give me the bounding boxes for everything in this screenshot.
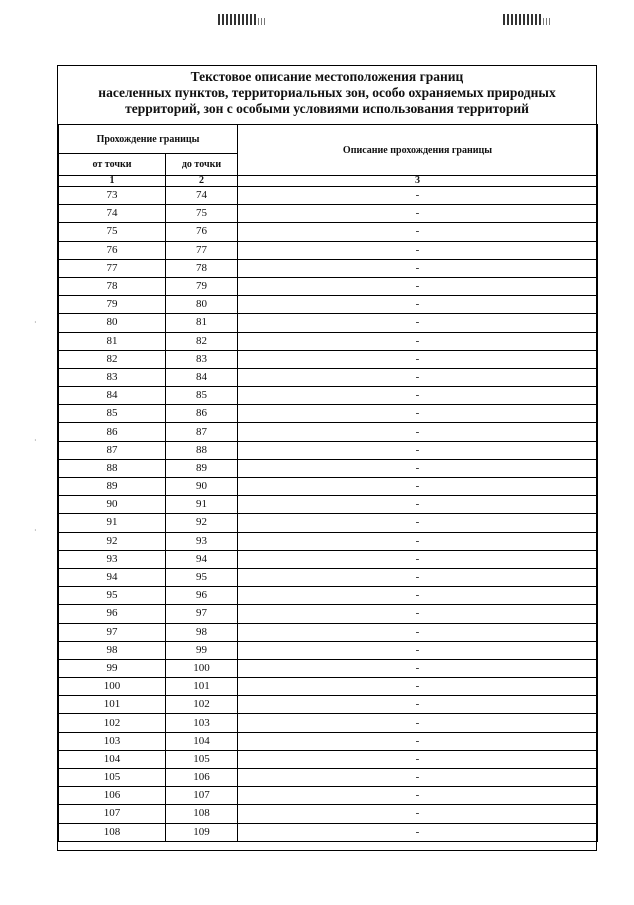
cell-from: 104 — [59, 750, 166, 768]
cell-description: - — [238, 387, 598, 405]
document-frame — [57, 65, 597, 851]
cell-description: - — [238, 332, 598, 350]
cell-from: 77 — [59, 259, 166, 277]
table-row — [59, 787, 598, 805]
cell-from: 90 — [59, 496, 166, 514]
cell-to: 90 — [166, 478, 238, 496]
table-row — [59, 605, 598, 623]
table-row — [59, 259, 598, 277]
cell-to: 92 — [166, 514, 238, 532]
scan-barcode-mark-center — [218, 7, 267, 21]
table-row — [59, 623, 598, 641]
cell-description: - — [238, 205, 598, 223]
cell-from: 80 — [59, 314, 166, 332]
cell-to: 103 — [166, 714, 238, 732]
cell-from: 86 — [59, 423, 166, 441]
cell-to: 97 — [166, 605, 238, 623]
cell-from: 100 — [59, 678, 166, 696]
table-row — [59, 514, 598, 532]
cell-to: 79 — [166, 277, 238, 295]
cell-description: - — [238, 714, 598, 732]
cell-description: - — [238, 750, 598, 768]
cell-to: 109 — [166, 823, 238, 841]
cell-to: 76 — [166, 223, 238, 241]
table-row — [59, 387, 598, 405]
cell-to: 104 — [166, 732, 238, 750]
table-row — [59, 459, 598, 477]
cell-description: - — [238, 514, 598, 532]
cell-to: 91 — [166, 496, 238, 514]
cell-to: 93 — [166, 532, 238, 550]
cell-description: - — [238, 568, 598, 586]
cell-to: 87 — [166, 423, 238, 441]
cell-from: 93 — [59, 550, 166, 568]
header-col-number: 2 — [166, 176, 238, 187]
cell-description: - — [238, 314, 598, 332]
cell-to: 84 — [166, 368, 238, 386]
table-row — [59, 187, 598, 205]
cell-from: 76 — [59, 241, 166, 259]
cell-description: - — [238, 223, 598, 241]
table-row — [59, 732, 598, 750]
cell-description: - — [238, 787, 598, 805]
cell-description: - — [238, 732, 598, 750]
cell-to: 106 — [166, 769, 238, 787]
table-row — [59, 823, 598, 841]
cell-description: - — [238, 805, 598, 823]
cell-description: - — [238, 678, 598, 696]
table-row — [59, 769, 598, 787]
cell-to: 100 — [166, 659, 238, 677]
cell-from: 88 — [59, 459, 166, 477]
table-row — [59, 678, 598, 696]
scan-speck: · — [34, 318, 37, 327]
table-row — [59, 532, 598, 550]
cell-description: - — [238, 641, 598, 659]
scan-speck: · — [34, 526, 37, 535]
cell-to: 82 — [166, 332, 238, 350]
title-line: населенных пунктов, территориальных зон, особо охраняемых природных — [98, 85, 556, 100]
table-row — [59, 350, 598, 368]
header-from: от точки — [59, 154, 166, 176]
cell-from: 108 — [59, 823, 166, 841]
scan-barcode-mark-right — [503, 7, 552, 21]
document-title — [58, 66, 596, 124]
table-row — [59, 805, 598, 823]
cell-description: - — [238, 587, 598, 605]
table-row — [59, 587, 598, 605]
cell-from: 97 — [59, 623, 166, 641]
table-row — [59, 423, 598, 441]
cell-from: 99 — [59, 659, 166, 677]
title-line: Текстовое описание местоположения границ — [190, 69, 464, 84]
cell-description: - — [238, 441, 598, 459]
cell-from: 107 — [59, 805, 166, 823]
cell-from: 89 — [59, 478, 166, 496]
table-row — [59, 296, 598, 314]
table-row — [59, 441, 598, 459]
cell-to: 86 — [166, 405, 238, 423]
cell-to: 88 — [166, 441, 238, 459]
cell-description: - — [238, 769, 598, 787]
cell-to: 102 — [166, 696, 238, 714]
cell-from: 75 — [59, 223, 166, 241]
cell-to: 107 — [166, 787, 238, 805]
cell-from: 103 — [59, 732, 166, 750]
cell-to: 105 — [166, 750, 238, 768]
cell-to: 75 — [166, 205, 238, 223]
cell-description: - — [238, 259, 598, 277]
cell-description: - — [238, 623, 598, 641]
cell-from: 98 — [59, 641, 166, 659]
cell-from: 95 — [59, 587, 166, 605]
cell-from: 96 — [59, 605, 166, 623]
cell-from: 85 — [59, 405, 166, 423]
cell-from: 79 — [59, 296, 166, 314]
cell-to: 99 — [166, 641, 238, 659]
cell-description: - — [238, 296, 598, 314]
table-row — [59, 659, 598, 677]
cell-description: - — [238, 187, 598, 205]
cell-from: 78 — [59, 277, 166, 295]
header-col-number: 3 — [238, 176, 598, 187]
cell-to: 81 — [166, 314, 238, 332]
cell-from: 82 — [59, 350, 166, 368]
table-row — [59, 478, 598, 496]
cell-description: - — [238, 659, 598, 677]
table-row — [59, 750, 598, 768]
cell-description: - — [238, 696, 598, 714]
cell-description: - — [238, 496, 598, 514]
cell-description: - — [238, 241, 598, 259]
header-to: до точки — [166, 154, 238, 176]
cell-to: 89 — [166, 459, 238, 477]
header-boundary: Прохождение границы — [59, 125, 238, 154]
scan-speck: · — [34, 436, 37, 445]
cell-from: 84 — [59, 387, 166, 405]
cell-from: 73 — [59, 187, 166, 205]
cell-from: 81 — [59, 332, 166, 350]
cell-description: - — [238, 423, 598, 441]
cell-description: - — [238, 350, 598, 368]
table-row — [59, 241, 598, 259]
cell-from: 83 — [59, 368, 166, 386]
table-row — [59, 496, 598, 514]
table-row — [59, 550, 598, 568]
table-row — [59, 314, 598, 332]
cell-description: - — [238, 823, 598, 841]
cell-to: 101 — [166, 678, 238, 696]
table-row — [59, 405, 598, 423]
cell-description: - — [238, 550, 598, 568]
cell-to: 83 — [166, 350, 238, 368]
cell-description: - — [238, 532, 598, 550]
cell-description: - — [238, 277, 598, 295]
cell-to: 74 — [166, 187, 238, 205]
table-row — [59, 696, 598, 714]
cell-to: 78 — [166, 259, 238, 277]
cell-from: 106 — [59, 787, 166, 805]
table-row — [59, 568, 598, 586]
table-row — [59, 277, 598, 295]
cell-from: 91 — [59, 514, 166, 532]
cell-from: 101 — [59, 696, 166, 714]
cell-to: 85 — [166, 387, 238, 405]
cell-description: - — [238, 459, 598, 477]
cell-to: 98 — [166, 623, 238, 641]
cell-to: 77 — [166, 241, 238, 259]
cell-to: 94 — [166, 550, 238, 568]
cell-to: 96 — [166, 587, 238, 605]
cell-from: 87 — [59, 441, 166, 459]
header-col-number: 1 — [59, 176, 166, 187]
table-row — [59, 332, 598, 350]
cell-to: 108 — [166, 805, 238, 823]
table-row — [59, 205, 598, 223]
cell-from: 74 — [59, 205, 166, 223]
cell-from: 102 — [59, 714, 166, 732]
header-description: Описание прохождения границы — [238, 125, 598, 176]
cell-from: 92 — [59, 532, 166, 550]
cell-description: - — [238, 605, 598, 623]
table-row — [59, 223, 598, 241]
cell-description: - — [238, 368, 598, 386]
cell-from: 105 — [59, 769, 166, 787]
cell-description: - — [238, 478, 598, 496]
boundary-table — [58, 124, 598, 842]
table-row — [59, 714, 598, 732]
cell-description: - — [238, 405, 598, 423]
cell-to: 80 — [166, 296, 238, 314]
cell-to: 95 — [166, 568, 238, 586]
title-line: территорий, зон с особыми условиями использования территорий — [125, 101, 529, 116]
table-row — [59, 368, 598, 386]
table-row — [59, 641, 598, 659]
cell-from: 94 — [59, 568, 166, 586]
